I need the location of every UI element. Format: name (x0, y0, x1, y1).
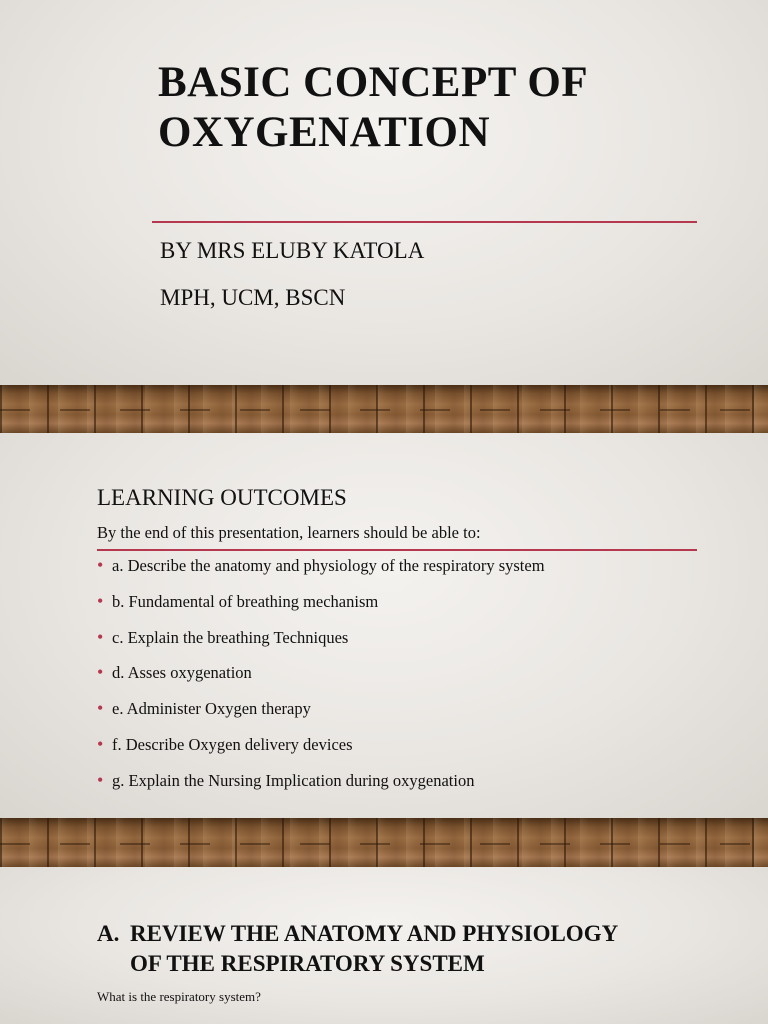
outcomes-list (97, 555, 717, 806)
bullet-icon: • (97, 769, 104, 790)
section-heading-line-1: REVIEW THE ANATOMY AND PHYSIOLOGY (130, 921, 619, 946)
list-item: • f. Describe Oxygen delivery devices (97, 733, 353, 754)
title-divider (152, 221, 697, 223)
title-slide (0, 0, 768, 385)
list-item: • b. Fundamental of breathing mechanism (97, 590, 379, 611)
bullet-icon: • (97, 698, 104, 719)
bullet-icon: • (97, 733, 104, 754)
section-heading-line-2: OF THE RESPIRATORY SYSTEM (130, 951, 485, 976)
outcomes-intro: By the end of this presentation, learners should be able to: (97, 523, 481, 542)
bullet-icon: • (97, 555, 104, 575)
wood-floor-divider (0, 818, 768, 867)
outcomes-heading: LEARNING OUTCOMES (97, 485, 347, 510)
section-number: A. (97, 921, 120, 946)
credentials-line: MPH, UCM, BSCN (160, 285, 346, 310)
bullet-icon: • (97, 662, 104, 683)
author-line: BY MRS ELUBY KATOLA (160, 238, 425, 263)
slide-title-line-2: OXYGENATION (158, 109, 491, 156)
list-item: • c. Explain the breathing Techniques (97, 626, 349, 647)
slide-title (158, 58, 718, 158)
outcomes-divider (97, 549, 697, 551)
anatomy-slide (0, 867, 768, 1024)
list-item: • a. Describe the anatomy and physiology of the respiratory system (97, 555, 545, 575)
bullet-icon: • (97, 626, 104, 647)
section-heading (97, 919, 697, 979)
learning-outcomes-slide (0, 433, 768, 818)
list-item: • g. Explain the Nursing Implication during oxygenation (97, 769, 475, 790)
list-item: • e. Administer Oxygen therapy (97, 698, 311, 719)
question-text: What is the respiratory system? (97, 989, 261, 1004)
wood-floor-divider (0, 385, 768, 433)
list-item: • d. Asses oxygenation (97, 662, 252, 683)
bullet-icon: • (97, 590, 104, 611)
slide-title-line-1: BASIC CONCEPT OF (158, 59, 589, 106)
